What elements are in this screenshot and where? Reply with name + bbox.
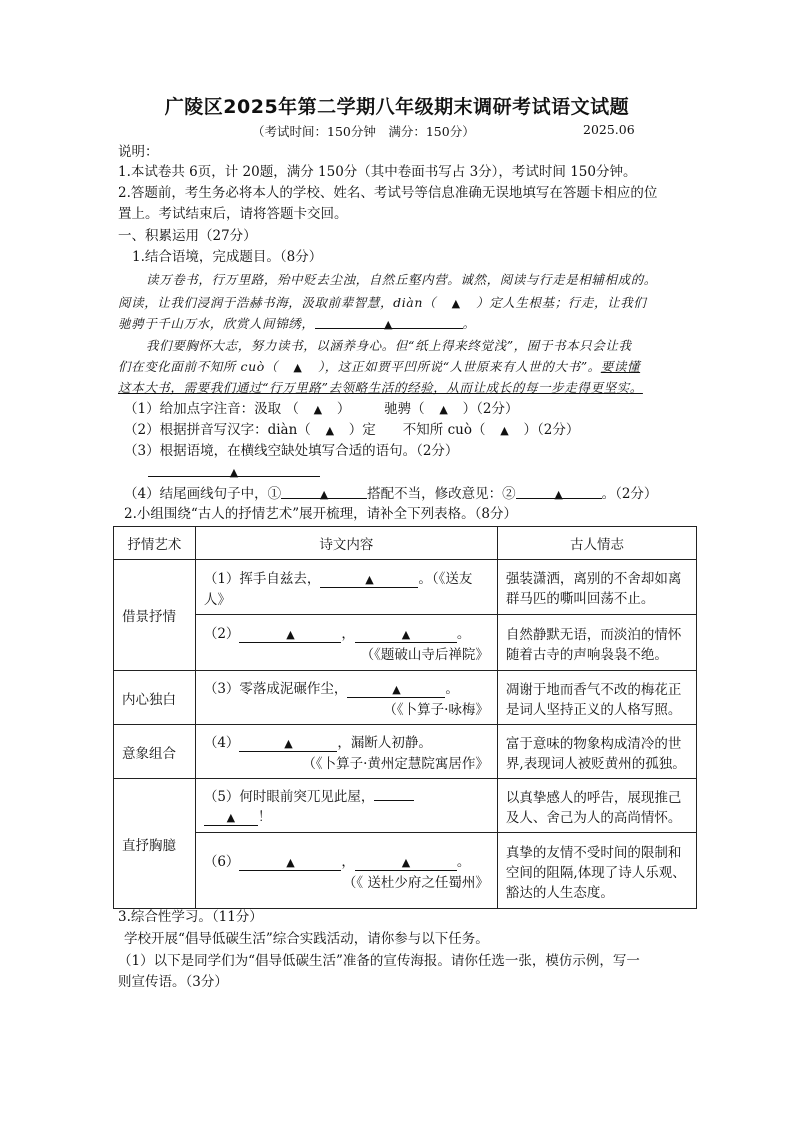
mood-cell: 强装潇洒，离别的不舍却如离群马匹的嘶叫回荡不止。 xyxy=(497,560,696,615)
answer-blank[interactable] xyxy=(239,626,341,643)
content-cell: （4） ▲ ，漏断人初静。 （《卜算子·黄州定慧院寓居作》 xyxy=(195,725,497,779)
triangle-icon: ▲ xyxy=(383,318,394,331)
notes-item-2a: 2.答题前，考生务必将本人的学校、姓名、考试号等信息准确无误地填写在答题卡相应的位 xyxy=(118,185,658,201)
triangle-icon: ▲ xyxy=(500,424,509,437)
content-cell: （1）挥手自兹去， ▲ 。（《送友人》 xyxy=(195,560,497,615)
q1-sub-3-blank[interactable] xyxy=(148,462,320,482)
answer-blank[interactable] xyxy=(204,809,258,826)
column-header: 古人情志 xyxy=(497,527,696,560)
q1-passage-line: 阅读，让我们浸润于浩赫书海，汲取前辈智慧，diàn（ ▲ ）定人生根基；行走，让我们 xyxy=(118,293,646,314)
notes-item-1: 1.本试卷共 6页，计 20题，满分 150分（其中卷面书写占 3分），考试时间 150分钟。 xyxy=(118,164,637,180)
content-cell: （6） ▲ ， ▲ 。 （《 送杜少府之任蜀州》 xyxy=(195,833,497,909)
art-cell: 借景抒情 xyxy=(114,560,196,671)
mood-cell: 真挚的友情不受时间的限制和空间的阻隔,体现了诗人乐观、豁达的人生态度。 xyxy=(497,833,696,909)
column-header: 诗文内容 xyxy=(195,527,497,560)
mood-cell: 以真挚感人的呼告，展现推己及人、舍己为人的高尚情怀。 xyxy=(497,779,696,833)
table-row xyxy=(114,725,697,779)
q3-sub-1b: 则宣传语。（3分） xyxy=(118,974,228,990)
mood-cell: 凋谢于地而香气不改的梅花正是词人坚持正义的人格写照。 xyxy=(497,671,696,725)
exam-subtitle: （考试时间：150分钟 满分：150分） xyxy=(252,124,475,139)
answer-blank[interactable] xyxy=(239,854,341,871)
q1-passage-underlined: 这本大书，需要我们通过“行万里路”去领略生活的经验，从而让成长的每一步走得更坚实。 xyxy=(118,380,643,395)
q3-heading: 3.综合性学习。（11分） xyxy=(118,909,263,925)
triangle-icon: ▲ xyxy=(319,488,329,501)
triangle-icon: ▲ xyxy=(325,424,335,437)
art-cell: 直抒胸臆 xyxy=(114,779,196,909)
table-row xyxy=(114,615,697,671)
q1-heading: 1.结合语境，完成题目。（8分） xyxy=(132,249,323,265)
table-row xyxy=(114,671,697,725)
q3-intro: 学校开展“倡导低碳生活”综合实践活动，请你参与以下任务。 xyxy=(124,931,489,947)
content-cell: （2） ▲ ， ▲ 。 （《题破山寺后禅院》 xyxy=(195,615,497,671)
content-cell: （3）零落成泥碾作尘， ▲ 。 （《卜算子·咏梅》 xyxy=(195,671,497,725)
answer-blank[interactable] xyxy=(374,800,414,801)
triangle-icon: ▲ xyxy=(229,466,239,479)
triangle-icon: ▲ xyxy=(401,856,411,869)
q1-answer-blank[interactable] xyxy=(315,314,463,329)
answer-blank[interactable] xyxy=(239,735,337,752)
triangle-icon: ▲ xyxy=(226,811,236,824)
exam-title: 广陵区2025年第二学期八年级期末调研考试语文试题 xyxy=(164,96,630,118)
triangle-icon: ▲ xyxy=(451,297,461,310)
q1-sub-4-blank-2[interactable] xyxy=(516,484,602,499)
answer-blank[interactable] xyxy=(355,626,457,643)
exam-date: 2025.06 xyxy=(583,122,635,137)
table-header-row xyxy=(114,527,697,560)
q1-passage-line: 我们要胸怀大志，努力读书，以涵养身心。但“纸上得来终觉浅”，囿于书本只会让我 xyxy=(146,338,632,353)
triangle-icon: ▲ xyxy=(439,403,448,416)
table-row xyxy=(114,560,697,615)
q1-passage-line: 读万卷书，行万里路，殆中贬去尘浊，自然丘壑内营。诚然，阅读与行走是相辅相成的。 xyxy=(146,272,657,287)
q2-heading: 2.小组围绕“古人的抒情艺术”展开梳理，请补全下列表格。（8分） xyxy=(124,506,518,522)
triangle-icon: ▲ xyxy=(365,572,374,586)
notes-item-2b: 置上。考试结束后，请将答题卡交回。 xyxy=(118,206,348,222)
q1-sub-1: （1）给加点字注音：汲取 （ ▲ ） 驰骋（ ▲ ）（2分） xyxy=(124,399,518,420)
art-cell: 意象组合 xyxy=(114,725,196,779)
q1-passage-line: 们在变化面前不知所 cuò（ ▲ ），这正如贾平凹所说“人世原来有人世的大书”。要读懂 xyxy=(118,357,640,378)
column-header: 抒情艺术 xyxy=(114,527,196,560)
q1-sub-3: （3）根据语境，在横线空缺处填写合适的语句。（2分） xyxy=(124,443,459,459)
triangle-icon: ▲ xyxy=(554,488,563,501)
triangle-icon: ▲ xyxy=(284,737,293,750)
triangle-icon: ▲ xyxy=(286,628,295,641)
triangle-icon: ▲ xyxy=(313,403,323,416)
q2-table xyxy=(113,526,697,909)
answer-blank[interactable] xyxy=(355,854,457,871)
table-row xyxy=(114,833,697,909)
triangle-icon: ▲ xyxy=(401,628,411,641)
table-row xyxy=(114,779,697,833)
notes-label: 说明： xyxy=(118,144,159,160)
answer-blank[interactable] xyxy=(347,681,445,698)
q1-sub-4-blank-1[interactable] xyxy=(281,484,367,499)
mood-cell: 自然静默无语，而淡泊的情怀随着古寺的声响袅袅不绝。 xyxy=(497,615,696,671)
q1-sub-4: （4）结尾画线句子中，① ▲ 搭配不当，修改意见：② ▲ 。（2分） xyxy=(124,486,658,502)
triangle-icon: ▲ xyxy=(286,856,295,869)
answer-blank[interactable] xyxy=(320,571,418,588)
triangle-icon: ▲ xyxy=(293,361,303,374)
q3-sub-1a: （1）以下是同学们为“倡导低碳生活”准备的宣传海报。请你任选一张，模仿示例，写一 xyxy=(118,953,640,969)
q1-sub-2: （2）根据拼音写汉字：diàn（ ▲ ）定 不知所 cuò（ ▲ ）（2分） xyxy=(124,420,579,441)
q1-passage-line: 驰骋于千山万水，欣赏人间锦绣， ▲ 。 xyxy=(118,316,476,331)
triangle-icon: ▲ xyxy=(392,683,401,696)
art-cell: 内心独白 xyxy=(114,671,196,725)
content-cell: （5）何时眼前突兀见此屋， ▲ ！ xyxy=(195,779,497,833)
mood-cell: 富于意味的物象构成清冷的世界,表现词人被贬黄州的孤独。 xyxy=(497,725,696,779)
section-1-heading: 一、积累运用（27分） xyxy=(118,228,257,244)
